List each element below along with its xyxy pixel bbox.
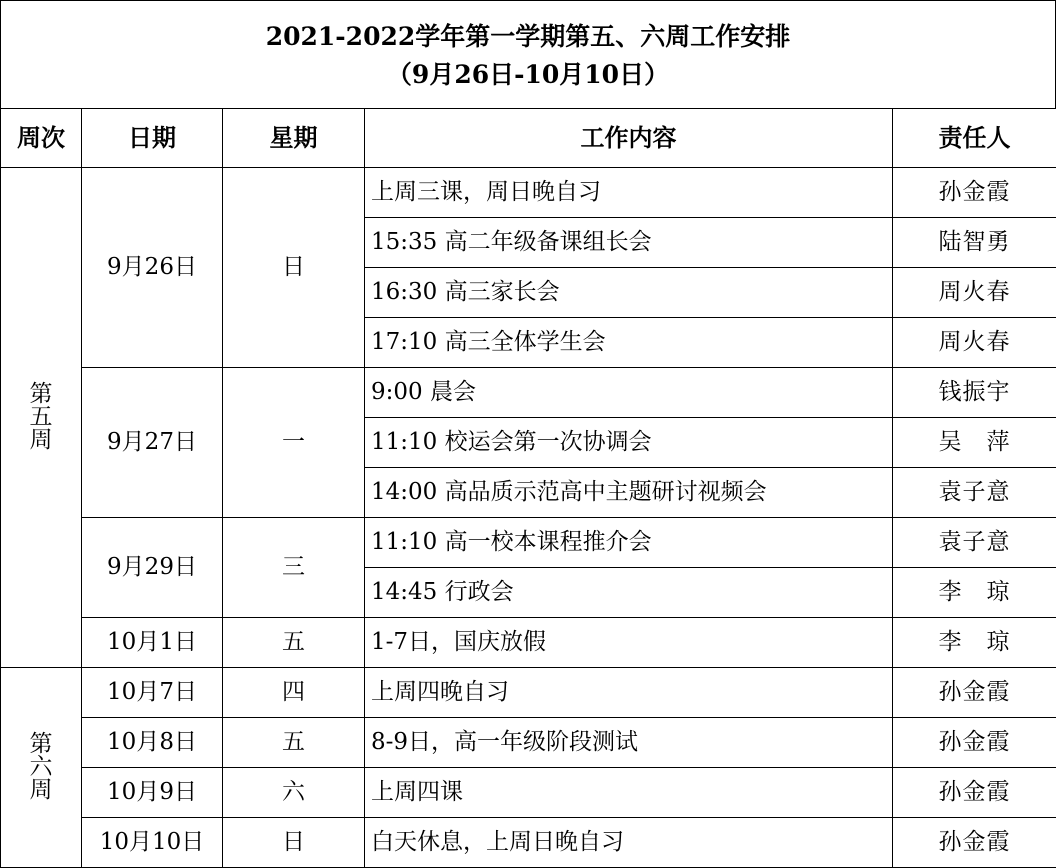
- week-label-char: 五: [1, 406, 81, 429]
- date-cell: 9月26日: [82, 168, 223, 368]
- week-label-char: 周: [1, 429, 81, 452]
- content-cell: 17:10 高三全体学生会: [365, 318, 893, 368]
- person-cell: 孙金霞: [893, 768, 1056, 818]
- content-cell: 白天休息，上周日晚自习: [365, 818, 893, 868]
- weekday-cell: 一: [223, 368, 365, 518]
- header-person: 责任人: [893, 109, 1056, 168]
- date-cell: 10月8日: [82, 718, 223, 768]
- table-header-row: [1, 109, 1056, 168]
- date-cell: 10月7日: [82, 668, 223, 718]
- person-cell: 孙金霞: [893, 818, 1056, 868]
- content-cell: 11:10 高一校本课程推介会: [365, 518, 893, 568]
- table-row: [1, 518, 1056, 568]
- weekday-cell: 五: [223, 618, 365, 668]
- content-cell: 14:00 高品质示范高中主题研讨视频会: [365, 468, 893, 518]
- content-cell: 15:35 高二年级备课组长会: [365, 218, 893, 268]
- person-cell: 李 琼: [893, 568, 1056, 618]
- person-cell: 袁子意: [893, 518, 1056, 568]
- title-block: [0, 0, 1056, 108]
- content-cell: 16:30 高三家长会: [365, 268, 893, 318]
- content-cell: 上周三课，周日晚自习: [365, 168, 893, 218]
- header-week: 周次: [1, 109, 82, 168]
- content-cell: 14:45 行政会: [365, 568, 893, 618]
- weekday-cell: 日: [223, 818, 365, 868]
- weekday-cell: 日: [223, 168, 365, 368]
- week-label-char: 第: [1, 383, 81, 406]
- weekday-cell: 五: [223, 718, 365, 768]
- document-subtitle-date-range: （9月26日-10月10日）: [1, 59, 1055, 91]
- document-title: 2021-2022学年第一学期第五、六周工作安排: [1, 21, 1055, 53]
- weekday-cell: 三: [223, 518, 365, 618]
- header-weekday: 星期: [223, 109, 365, 168]
- table-row: [1, 168, 1056, 218]
- person-cell: 李 琼: [893, 618, 1056, 668]
- table-row: [1, 768, 1056, 818]
- person-cell: 袁子意: [893, 468, 1056, 518]
- content-cell: 9:00 晨会: [365, 368, 893, 418]
- table-row: [1, 618, 1056, 668]
- content-cell: 8-9日，高一年级阶段测试: [365, 718, 893, 768]
- person-cell: 孙金霞: [893, 718, 1056, 768]
- schedule-table: [0, 108, 1056, 868]
- person-cell: 周火春: [893, 318, 1056, 368]
- person-cell: 孙金霞: [893, 668, 1056, 718]
- week-label-char: 周: [1, 779, 81, 802]
- header-date: 日期: [82, 109, 223, 168]
- weekday-cell: 四: [223, 668, 365, 718]
- table-row: [1, 718, 1056, 768]
- person-cell: 钱振宇: [893, 368, 1056, 418]
- week-six-label: [1, 668, 82, 868]
- date-cell: 10月10日: [82, 818, 223, 868]
- week-label-char: 六: [1, 756, 81, 779]
- table-row: [1, 668, 1056, 718]
- date-cell: 9月29日: [82, 518, 223, 618]
- content-cell: 11:10 校运会第一次协调会: [365, 418, 893, 468]
- person-cell: 孙金霞: [893, 168, 1056, 218]
- header-content: 工作内容: [365, 109, 893, 168]
- weekday-cell: 六: [223, 768, 365, 818]
- date-cell: 10月1日: [82, 618, 223, 668]
- content-cell: 上周四晚自习: [365, 668, 893, 718]
- content-cell: 1-7日，国庆放假: [365, 618, 893, 668]
- date-cell: 10月9日: [82, 768, 223, 818]
- week-label-char: 第: [1, 733, 81, 756]
- date-cell: 9月27日: [82, 368, 223, 518]
- table-row: [1, 818, 1056, 868]
- person-cell: 周火春: [893, 268, 1056, 318]
- week-five-label: [1, 168, 82, 668]
- person-cell: 陆智勇: [893, 218, 1056, 268]
- person-cell: 吴 萍: [893, 418, 1056, 468]
- content-cell: 上周四课: [365, 768, 893, 818]
- table-row: [1, 368, 1056, 418]
